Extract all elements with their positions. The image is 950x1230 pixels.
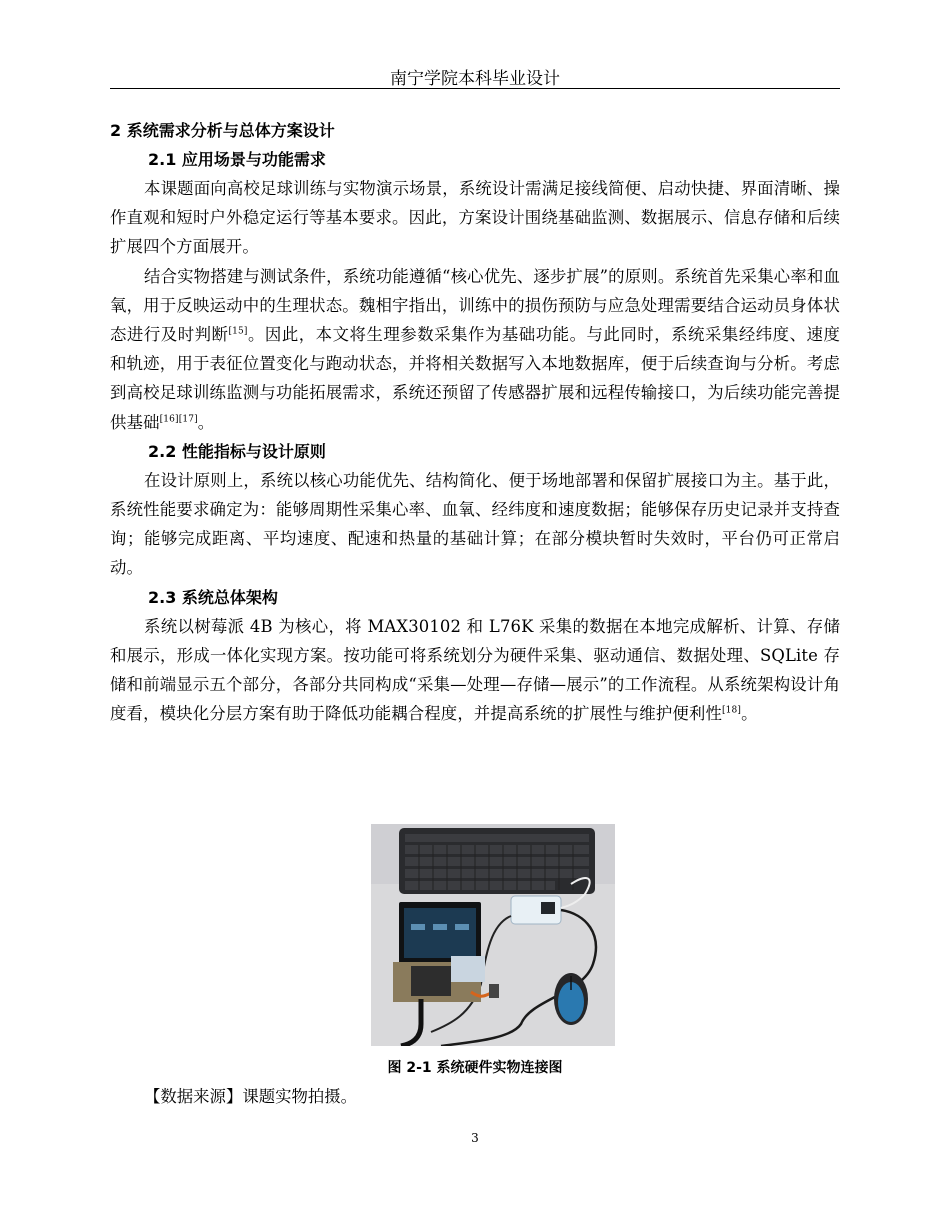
citation-ref: [15] [228,326,248,337]
subsection-heading-2-3: 2.3 系统总体架构 [148,587,278,607]
paragraph-text: 系统以树莓派 4B 为核心，将 MAX30102 和 L76K 采集的数据在本地完成解析、计算、存储和展示，形成一体化实现方案。按功能可将系统划分为硬件采集、驱动通信、数据处理、SQLite 存储和前端显示五个部分，各部分共同构成“采集—处理—存储—展示”的工作流程。从系统架构设计角度看，模块化分层方案有助于降低功能耦合程度，并提高系统的扩展性与维护便利性 [110,616,840,724]
paragraph-text: 结合实物搭建与测试条件，系统功能遵循“核心优先、逐步扩展”的原则。系统首先采集心率和血氧，用于反映运动中的生理状态。魏相宇指出，训练中的损伤预防与应急处理需要结合运动员身体状态进行及时判断 [110,266,840,345]
page-body [110,116,840,728]
paragraph-text: 。 [197,412,215,432]
paragraph: 本课题面向高校足球训练与实物演示场景，系统设计需满足接线简便、启动快捷、界面清晰、操作直观和短时户外稳定运行等基本要求。因此，方案设计围绕基础监测、数据展示、信息存储和后续扩展四个方面展开。 [110,179,840,257]
citation-ref: [16][17] [159,414,198,425]
subsection-heading-2-1: 2.1 应用场景与功能需求 [148,150,326,169]
hardware-photo [371,824,615,1046]
page-number: 3 [471,1131,479,1145]
citation-ref: [18] [722,705,742,716]
subsection-heading-2-2: 2.2 性能指标与设计原则 [148,441,326,461]
hardware-photo-illustration [371,824,615,1046]
paragraph: 在设计原则上，系统以核心功能优先、结构简化、便于场地部署和保留扩展接口为主。基于此，系统性能要求确定为：能够周期性采集心率、血氧、经纬度和速度数据；能够保存历史记录并支持查询；能够完成距离、平均速度、配速和热量的基础计算；在部分模块暂时失效时，平台仍可正常启动。 [110,470,840,578]
paragraph-text: 。 [741,704,758,724]
paragraph-text: 。因此，本文将生理参数采集作为基础功能。与此同时，系统采集经纬度、速度和轨迹，用于表征位置变化与跑动状态，并将相关数据写入本地数据库，便于后续查询与分析。考虑到高校足球训练监测与功能拓展需求，系统还预留了传感器扩展和远程传输接口，为后续功能完善提供基础 [110,325,841,432]
page-header: 南宁学院本科毕业设计 [390,69,560,89]
paragraph [110,262,840,437]
section-heading: 2 系统需求分析与总体方案设计 [110,121,335,140]
paragraph [110,612,840,729]
source-note: 【数据来源】课题实物拍摄。 [144,1087,358,1106]
figure-caption: 图 2-1 系统硬件实物连接图 [387,1060,563,1076]
header-rule [110,88,840,89]
